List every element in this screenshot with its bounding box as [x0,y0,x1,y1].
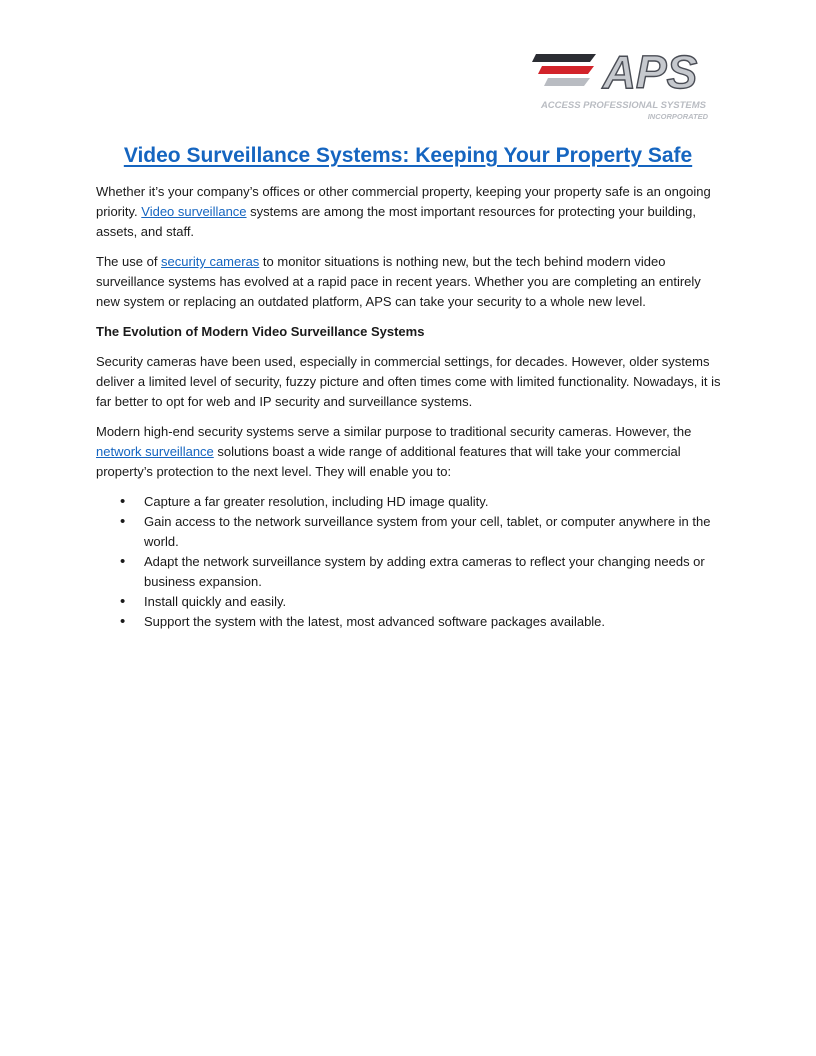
logo-stripe-red [538,66,594,74]
logo-wordmark: APS [602,48,698,98]
network-paragraph [96,422,724,482]
logo-stripe-dark [532,54,596,62]
cameras-text-start: The use of [96,254,162,269]
intro-text-start: Whether it’s your company’s offices or other commercial property, keeping your property safe is an ongoing priority. [96,184,711,219]
cameras-text-end: to monitor situations is nothing new, but the tech behind modern video surveillance systems has evolved at a rapid pace in recent years. Whether you are completing an entirely new system or replacing an outdated platform, APS can take your security to a whole new level. [96,254,701,309]
security-cameras-link[interactable]: security cameras [161,254,260,269]
network-surveillance-link[interactable]: network surveillance [96,444,214,459]
article-body [96,182,724,632]
logo-incorporated: INCORPORATED [647,112,708,121]
list-item: • Support the system with the latest, most advanced software packages available. [144,612,724,632]
network-text-start: Modern high-end security systems serve a similar purpose to traditional security cameras. However, the [96,424,692,439]
logo-stripe-silver [544,78,590,86]
aps-logo [532,48,718,124]
logo-company-name: ACCESS PROFESSIONAL SYSTEMS [540,100,706,111]
list-item: • Capture a far greater resolution, including HD image quality. [144,492,724,512]
evolution-paragraph: Security cameras have been used, especially in commercial settings, for decades. However, older systems deliver a limited level of security, fuzzy picture and often times come with limited functionality. Nowadays, it is far better to opt for web and IP security and surveillance systems. [96,354,721,409]
list-item: • Gain access to the network surveillance system from your cell, tablet, or computer anywhere in the world. [144,512,724,552]
cameras-paragraph [96,252,724,312]
intro-paragraph [96,182,724,242]
list-item: • Adapt the network surveillance system by adding extra cameras to reflect your changing needs or business expansion. [144,552,724,592]
features-list [96,492,724,632]
page-title: Video Surveillance Systems: Keeping Your Property Safe [123,144,693,167]
intro-text-end: systems are among the most important resources for protecting your building, assets, and staff. [96,204,696,239]
section-subheading: The Evolution of Modern Video Surveillance Systems [96,324,425,339]
aps-logo-graphic [532,48,718,124]
network-text-end: solutions boast a wide range of additional features that will take your commercial property’s protection to the next level. They will enable you to: [96,444,681,479]
video-surveillance-link[interactable]: Video surveillance [141,204,247,219]
list-item: • Install quickly and easily. [144,592,724,612]
